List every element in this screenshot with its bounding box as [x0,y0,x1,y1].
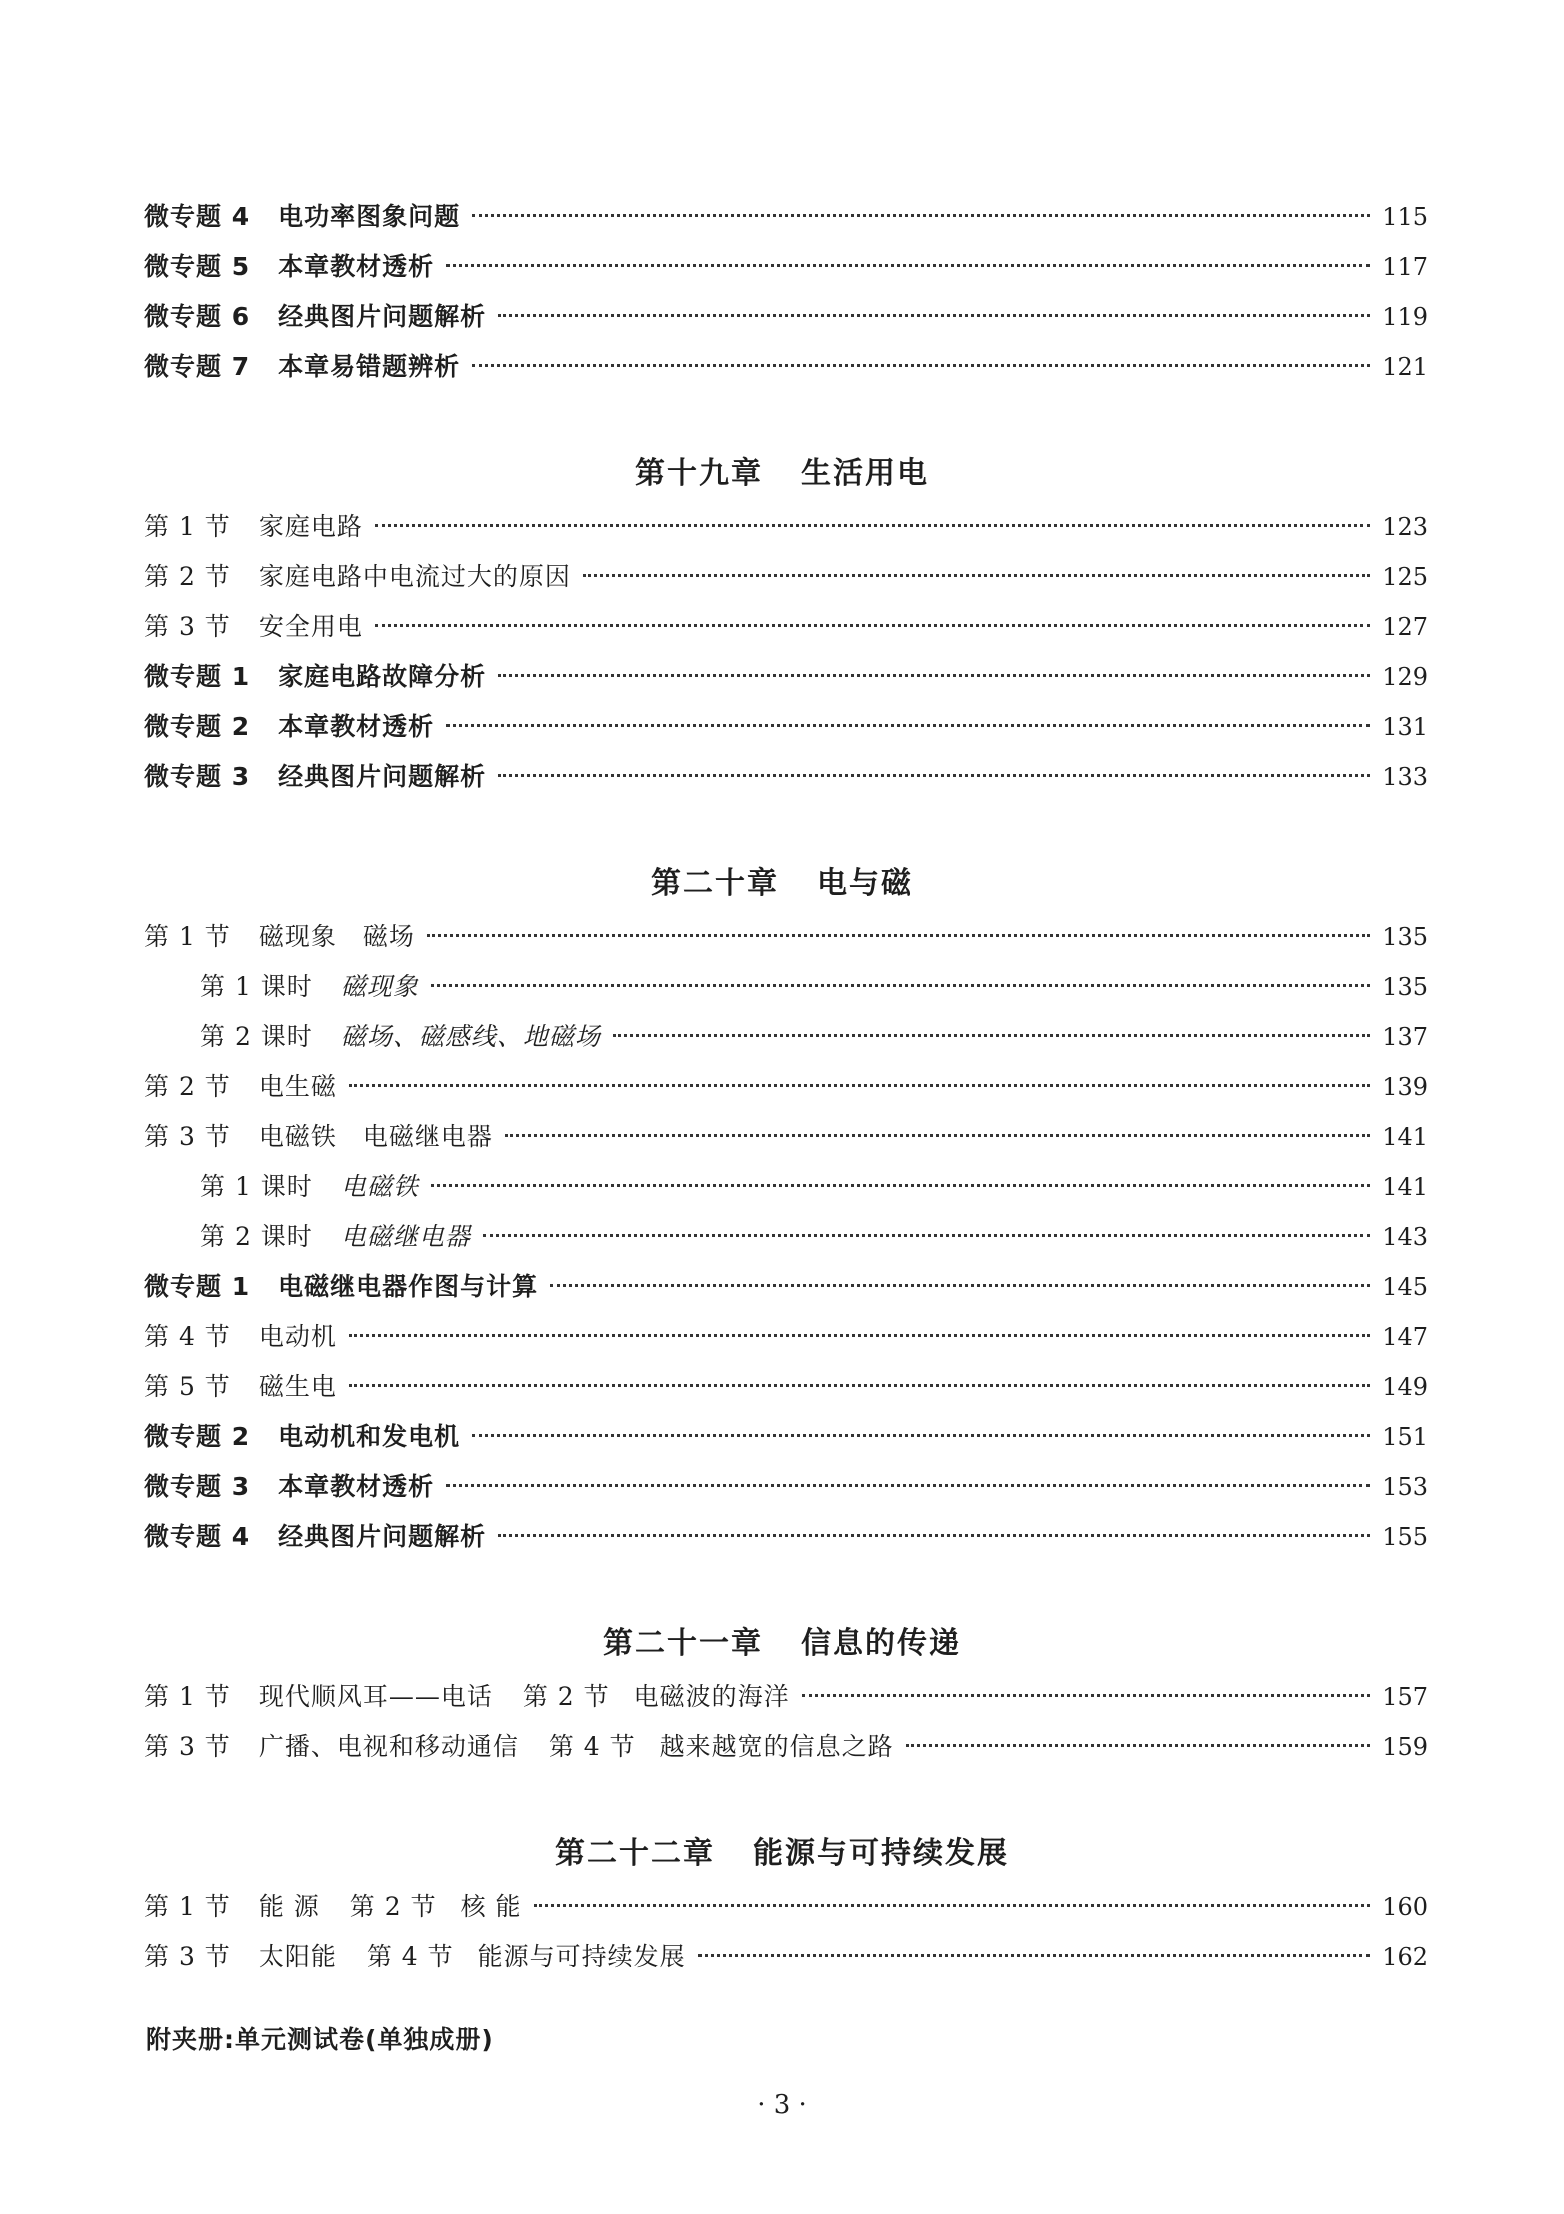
dot-leader [498,314,1370,317]
entry-page-number: 139 [1382,1073,1428,1101]
entry-title: 电磁继电器 [340,1222,471,1251]
toc-entry[interactable] [144,1066,1428,1108]
entry-page-number: 129 [1382,663,1428,691]
entry-label: 微专题 2 [144,712,251,741]
chapter-heading [0,452,1564,496]
entry-page-number: 117 [1382,253,1428,281]
entry-label: 第 1 节 [144,1682,231,1711]
entry-label: 第 1 课时 [200,972,313,1001]
chapter-title: 能源与可持续发展 [753,1836,1009,1871]
toc-entry[interactable] [144,1516,1428,1558]
entry-label: 微专题 3 [144,762,251,791]
entry-title: 磁现象 磁场 [258,922,415,951]
entry-title: 现代顺风耳——电话 [258,1682,493,1711]
entry-label: 第 1 节 [144,1892,231,1921]
toc-entry[interactable] [144,1936,1428,1978]
toc-entry[interactable] [144,656,1428,698]
entry-title: 本章教材透析 [278,252,435,281]
entry-page-number: 125 [1382,563,1428,591]
entry-label: 微专题 1 [144,1272,251,1301]
dot-leader [906,1744,1371,1747]
toc-entry[interactable] [144,1886,1428,1928]
entry-label: 第 2 节 [144,562,231,591]
toc-entry[interactable] [144,196,1428,238]
entry-page-number: 137 [1382,1023,1428,1051]
dot-leader [802,1694,1371,1697]
entry-label: 微专题 2 [144,1422,251,1451]
toc-entry[interactable] [144,1316,1428,1358]
entry-page-number: 143 [1382,1223,1428,1251]
entry-title: 电动机 [258,1322,337,1351]
dot-leader [550,1284,1370,1287]
entry-page-number: 131 [1382,713,1428,741]
dot-leader [375,524,1370,527]
entry-page-number: 123 [1382,513,1428,541]
entry-title: 电磁铁 电磁继电器 [258,1122,493,1151]
entry-label: 微专题 4 [144,202,251,231]
entry-label: 微专题 5 [144,252,251,281]
chapter-number: 第二十章 [651,866,779,901]
chapter-title: 电与磁 [817,866,913,901]
entry-page-number: 153 [1382,1473,1428,1501]
entry-extra-title: 能源与可持续发展 [477,1942,686,1971]
entry-label: 第 2 课时 [200,1022,313,1051]
chapter-title: 信息的传递 [801,1626,961,1661]
toc-entry[interactable] [144,1466,1428,1508]
toc-entry[interactable] [200,1216,1428,1258]
entry-label: 第 2 课时 [200,1222,313,1251]
entry-page-number: 135 [1382,973,1428,1001]
entry-page-number: 141 [1382,1173,1428,1201]
entry-title: 经典图片问题解析 [278,1522,487,1551]
entry-title: 广播、电视和移动通信 [258,1732,519,1761]
entry-extra-label: 第 2 节 [349,1892,437,1921]
chapter-heading [0,862,1564,906]
dot-leader [583,574,1370,577]
entry-page-number: 127 [1382,613,1428,641]
toc-entry[interactable] [144,1266,1428,1308]
entry-extra-title: 核 能 [460,1892,522,1921]
entry-label: 第 1 节 [144,922,231,951]
entry-label: 第 3 节 [144,1942,231,1971]
entry-title: 家庭电路中电流过大的原因 [258,562,571,591]
entry-page-number: 147 [1382,1323,1428,1351]
toc-entry[interactable] [144,1676,1428,1718]
entry-page-number: 119 [1382,303,1428,331]
entry-extra-title: 越来越宽的信息之路 [659,1732,894,1761]
entry-page-number: 145 [1382,1273,1428,1301]
chapter-number: 第十九章 [635,456,763,491]
entry-label: 微专题 3 [144,1472,251,1501]
entry-label: 第 1 节 [144,512,231,541]
toc-entry[interactable] [144,606,1428,648]
entry-title: 电磁铁 [340,1172,419,1201]
entry-extra-title: 电磁波的海洋 [633,1682,790,1711]
dot-leader [534,1904,1371,1907]
entry-label: 微专题 1 [144,662,251,691]
entry-title: 家庭电路故障分析 [278,662,487,691]
toc-entry[interactable] [144,1726,1428,1768]
toc-entry[interactable] [144,756,1428,798]
dot-leader [427,934,1370,937]
entry-title: 能 源 [258,1892,320,1921]
entry-label: 微专题 4 [144,1522,251,1551]
entry-title: 太阳能 [258,1942,337,1971]
entry-title: 磁场、磁感线、地磁场 [340,1022,601,1051]
entry-page-number: 162 [1382,1943,1428,1971]
entry-label: 第 3 节 [144,612,231,641]
dot-leader [472,364,1370,367]
entry-title: 本章教材透析 [278,712,435,741]
page-number: · 3 · [757,2090,807,2120]
entry-label: 微专题 6 [144,302,251,331]
entry-extra-label: 第 2 节 [522,1682,610,1711]
entry-label: 第 1 课时 [200,1172,313,1201]
dot-leader [472,1434,1370,1437]
entry-title: 磁生电 [258,1372,337,1401]
toc-entry[interactable] [144,916,1428,958]
entry-title: 本章教材透析 [278,1472,435,1501]
toc-entry[interactable] [144,346,1428,388]
entry-page-number: 157 [1382,1683,1428,1711]
entry-page-number: 151 [1382,1423,1428,1451]
dot-leader [446,264,1370,267]
entry-title: 电动机和发电机 [278,1422,461,1451]
dot-leader [431,984,1370,987]
entry-extra-label: 第 4 节 [548,1732,636,1761]
entry-title: 安全用电 [258,612,363,641]
dot-leader [349,1084,1370,1087]
entry-title: 磁现象 [340,972,419,1001]
dot-leader [431,1184,1370,1187]
toc-entry[interactable] [144,246,1428,288]
dot-leader [498,1534,1370,1537]
toc-entry[interactable] [200,1166,1428,1208]
entry-page-number: 133 [1382,763,1428,791]
toc-entry[interactable] [144,556,1428,598]
toc-entry[interactable] [144,296,1428,338]
dot-leader [446,724,1370,727]
toc-entry[interactable] [144,506,1428,548]
entry-page-number: 159 [1382,1733,1428,1761]
toc-entry[interactable] [144,1366,1428,1408]
entry-title: 经典图片问题解析 [278,302,487,331]
dot-leader [483,1234,1370,1237]
dot-leader [349,1334,1370,1337]
entry-label: 第 4 节 [144,1322,231,1351]
entry-title: 电功率图象问题 [278,202,461,231]
dot-leader [472,214,1370,217]
entry-title: 经典图片问题解析 [278,762,487,791]
chapter-heading [0,1832,1564,1876]
dot-leader [498,674,1370,677]
entry-title: 电生磁 [258,1072,337,1101]
dot-leader [349,1384,1370,1387]
chapter-number: 第二十一章 [603,1626,763,1661]
dot-leader [613,1034,1370,1037]
entry-page-number: 141 [1382,1123,1428,1151]
entry-title: 本章易错题辨析 [278,352,461,381]
entry-page-number: 115 [1382,203,1428,231]
toc-entry[interactable] [144,1116,1428,1158]
dot-leader [375,624,1370,627]
entry-page-number: 155 [1382,1523,1428,1551]
toc-entry[interactable] [200,1016,1428,1058]
toc-entry[interactable] [144,706,1428,748]
chapter-number: 第二十二章 [555,1836,715,1871]
entry-label: 第 3 节 [144,1732,231,1761]
entry-label: 第 5 节 [144,1372,231,1401]
entry-page-number: 135 [1382,923,1428,951]
entry-page-number: 160 [1382,1893,1428,1921]
entry-page-number: 149 [1382,1373,1428,1401]
chapter-heading [0,1622,1564,1666]
chapter-title: 生活用电 [801,456,929,491]
dot-leader [505,1134,1370,1137]
appendix-note: 附夹册:单元测试卷(单独成册) [146,2025,494,2054]
entry-label: 第 2 节 [144,1072,231,1101]
dot-leader [698,1954,1371,1957]
toc-entry[interactable] [144,1416,1428,1458]
entry-title: 家庭电路 [258,512,363,541]
entry-title: 电磁继电器作图与计算 [278,1272,539,1301]
entry-label: 微专题 7 [144,352,251,381]
entry-label: 第 3 节 [144,1122,231,1151]
entry-page-number: 121 [1382,353,1428,381]
dot-leader [446,1484,1370,1487]
dot-leader [498,774,1370,777]
entry-extra-label: 第 4 节 [366,1942,454,1971]
toc-entry[interactable] [200,966,1428,1008]
